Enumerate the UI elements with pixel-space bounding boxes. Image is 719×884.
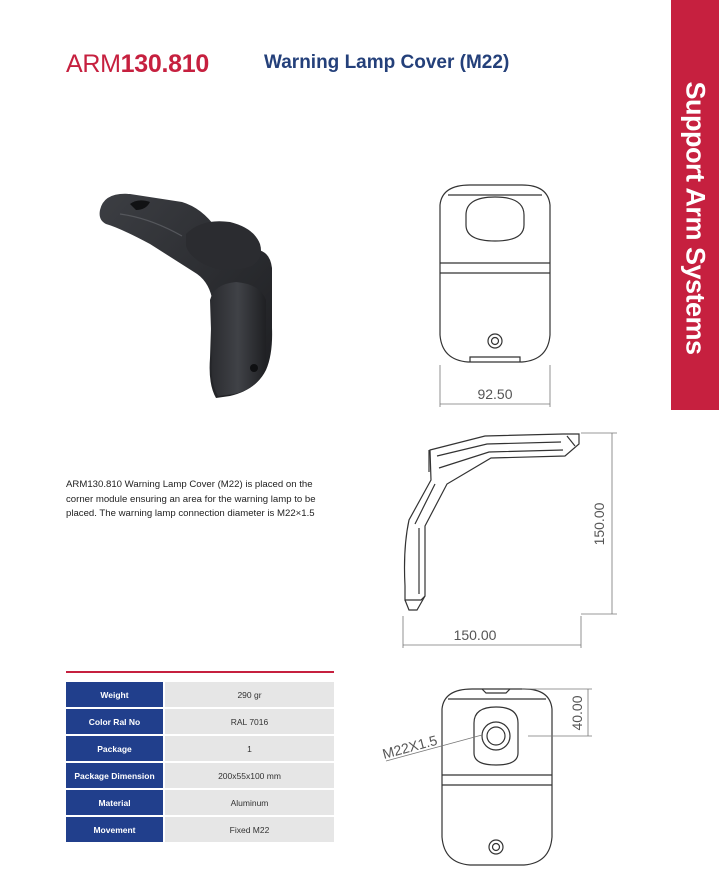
spec-label: Package Dimension (66, 762, 164, 789)
table-row (66, 735, 334, 762)
spec-label: Movement (66, 816, 164, 843)
front-width-dimension: 92.50 (477, 386, 513, 402)
thread-size-label: M22X1.5 (380, 731, 439, 762)
spec-label: Material (66, 789, 164, 816)
product-photo (90, 188, 290, 408)
product-title: Warning Lamp Cover (M22) (264, 52, 510, 73)
table-row (66, 708, 334, 735)
table-row (66, 816, 334, 843)
table-row (66, 682, 334, 708)
bottom-offset-dimension: 40.00 (569, 695, 585, 731)
product-code-prefix: ARM (66, 50, 121, 78)
specs-divider (66, 671, 334, 673)
spec-label: Color Ral No (66, 708, 164, 735)
product-code (66, 50, 209, 79)
spec-value: Aluminum (164, 789, 334, 816)
spec-value: 290 gr (164, 682, 334, 708)
front-view-drawing (430, 175, 560, 410)
spec-value: Fixed M22 (164, 816, 334, 843)
spec-label: Weight (66, 682, 164, 708)
specs-table (66, 682, 334, 844)
table-row (66, 762, 334, 789)
product-code-number: 130.810 (120, 50, 209, 78)
side-width-dimension: 150.00 (453, 627, 497, 643)
side-height-dimension: 150.00 (591, 502, 607, 546)
bottom-view-drawing (378, 667, 598, 879)
spec-label: Package (66, 735, 164, 762)
table-row (66, 789, 334, 816)
side-category-label: Support Arm Systems (680, 81, 711, 355)
product-description: ARM130.810 Warning Lamp Cover (M22) is placed on the corner module ensuring an area for the warning lamp to be placed. The warning lamp connection diameter is M22×1.5 (66, 479, 316, 519)
spec-value: 1 (164, 735, 334, 762)
side-view-drawing (395, 428, 620, 650)
side-category-tab (671, 0, 719, 410)
spec-value: RAL 7016 (164, 708, 334, 735)
spec-value: 200x55x100 mm (164, 762, 334, 789)
